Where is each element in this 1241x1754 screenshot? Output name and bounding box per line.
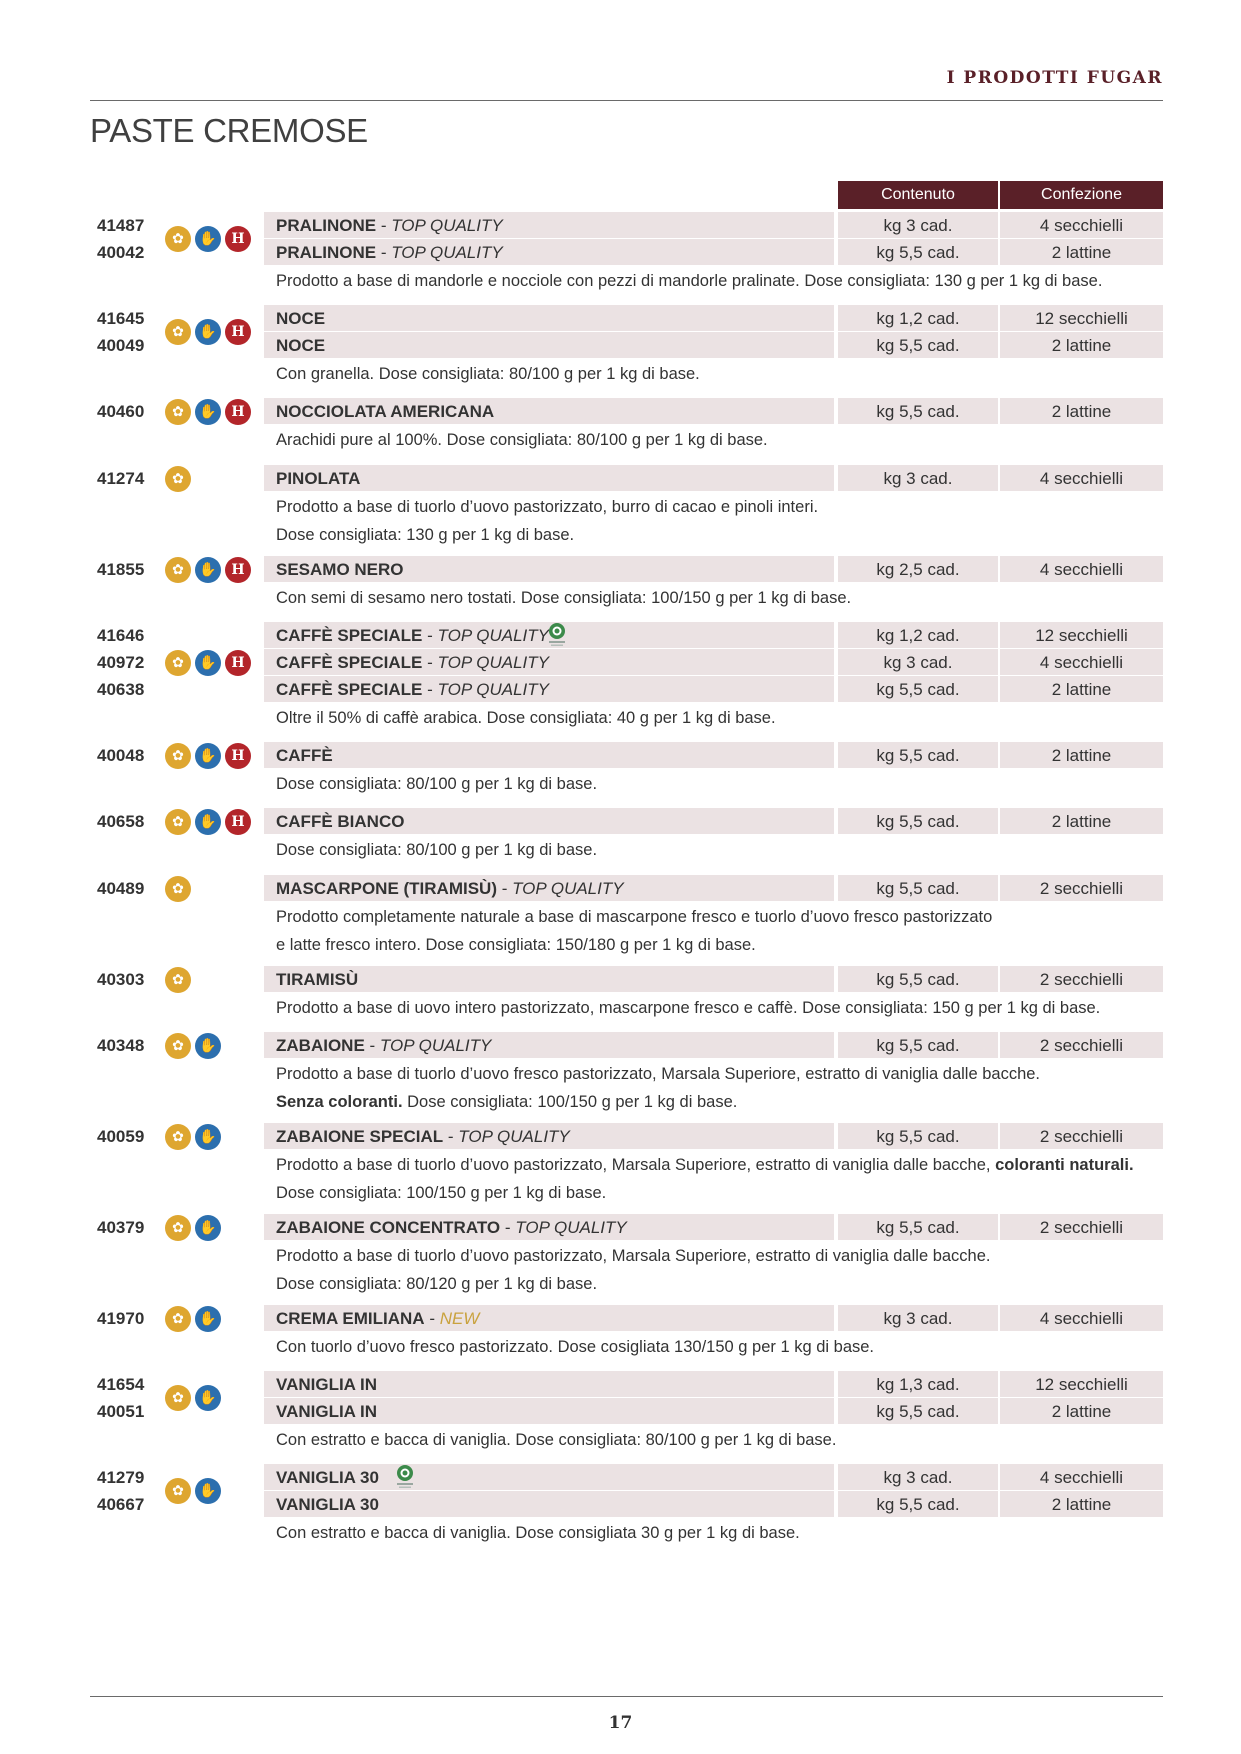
product-name: [276, 808, 404, 835]
lactose-free-icon: ✋: [195, 226, 221, 252]
product-name-text: VANIGLIA IN: [276, 1402, 378, 1421]
product-name: CAFFÈ SPECIALE - TOP QUALITY: [276, 680, 549, 699]
gluten-free-icon: ✿: [165, 743, 191, 769]
product-quantity: kg 3 cad.: [883, 469, 953, 488]
allergen-icons: [165, 1124, 221, 1150]
page-title: PASTE CREMOSE: [90, 112, 368, 149]
product-package: 2 lattine: [1051, 812, 1112, 831]
description-text: Dose consigliata: 100/150 g per 1 kg di base.: [402, 1093, 738, 1111]
allergen-icons: [165, 1306, 221, 1332]
product-name-text: CREMA EMILIANA: [276, 1309, 425, 1328]
product-name: [276, 332, 325, 359]
product-name-text: CAFFÈ BIANCO: [276, 812, 405, 831]
product-name-text: PRALINONE: [276, 216, 377, 235]
product-description: Dose consigliata: 100/150 g per 1 kg di base.: [276, 1184, 607, 1202]
gluten-free-icon: ✿: [165, 650, 191, 676]
product-code: 40049: [97, 336, 145, 355]
product-code: 41274: [97, 469, 145, 488]
product-name-text: MASCARPONE (TIRAMISÙ): [276, 879, 497, 898]
lactose-free-icon: ✋: [195, 650, 221, 676]
product-name-text: ZABAIONE: [276, 1036, 365, 1055]
footer-divider: [90, 1696, 1163, 1697]
allergen-icons: [165, 809, 251, 835]
product-name: CAFFÈ SPECIALE - TOP QUALITY: [276, 653, 549, 672]
halal-icon: H: [225, 226, 251, 252]
product-name: [276, 966, 358, 993]
product-description: Prodotto a base di tuorlo d’uovo fresco pastorizzato, Marsala Superiore, estratto di vaniglia dalle bacche.: [276, 1065, 1041, 1083]
page-number: 17: [608, 1713, 633, 1733]
product-code: 41970: [97, 1309, 145, 1328]
quality-seal-icon: [394, 1464, 416, 1490]
product-name-text: PINOLATA: [276, 469, 361, 488]
lactose-free-icon: ✋: [195, 399, 221, 425]
halal-icon: H: [225, 399, 251, 425]
product-package: 4 secchielli: [1039, 216, 1124, 235]
gluten-free-icon: ✿: [165, 466, 191, 492]
product-code: 41645: [97, 309, 145, 328]
gluten-free-icon: ✿: [165, 226, 191, 252]
gluten-free-icon: ✿: [165, 1478, 191, 1504]
product-name: MASCARPONE (TIRAMISÙ) - TOP QUALITY: [276, 879, 624, 898]
product-quantity: kg 5,5 cad.: [876, 336, 960, 355]
product-name-text: NOCE: [276, 336, 326, 355]
product-name: [276, 305, 325, 332]
product-package: 4 secchielli: [1039, 653, 1124, 672]
product-code: 41855: [97, 560, 145, 579]
product-code: 41279: [97, 1468, 145, 1487]
product-package: 2 lattine: [1051, 402, 1112, 421]
product-quantity: kg 5,5 cad.: [876, 812, 960, 831]
gluten-free-icon: ✿: [165, 1033, 191, 1059]
product-description: Prodotto a base di tuorlo d’uovo pastorizzato, burro di cacao e pinoli interi.: [276, 498, 819, 516]
halal-icon: H: [225, 650, 251, 676]
halal-icon: H: [225, 809, 251, 835]
allergen-icons: [165, 399, 251, 425]
halal-icon: H: [225, 319, 251, 345]
product-quantity: kg 1,3 cad.: [876, 1375, 960, 1394]
allergen-icons: [165, 743, 251, 769]
column-header-content: Contenuto: [838, 181, 998, 209]
product-package: 2 lattine: [1051, 680, 1112, 699]
quality-tag: TOP QUALITY: [379, 1036, 492, 1055]
quality-tag: TOP QUALITY: [515, 1218, 627, 1237]
product-code: 40042: [97, 243, 145, 262]
allergen-icons: [165, 466, 191, 492]
product-name-text: VANIGLIA IN: [276, 1375, 378, 1394]
product-name-text: VANIGLIA 30: [276, 1468, 379, 1487]
product-name-text: SESAMO NERO: [276, 560, 404, 579]
product-package: 2 lattine: [1051, 336, 1112, 355]
product-name-text: PRALINONE: [276, 243, 377, 262]
product-name: ZABAIONE CONCENTRATO - TOP QUALITY: [276, 1218, 627, 1237]
product-code: 40051: [97, 1402, 145, 1421]
description-text: Prodotto a base di tuorlo d’uovo pastorizzato, Marsala Superiore, estratto di vaniglia dalle bacche,: [276, 1156, 996, 1174]
quality-seal-icon: [546, 622, 568, 648]
product-name-text: ZABAIONE CONCENTRATO: [276, 1218, 501, 1237]
section-header: I PRODOTTI FUGAR: [946, 68, 1163, 88]
product-code: 40059: [97, 1127, 145, 1146]
allergen-icons: [165, 1215, 221, 1241]
gluten-free-icon: ✿: [165, 1215, 191, 1241]
product-package: 2 secchielli: [1039, 1036, 1124, 1055]
product-description: Prodotto a base di tuorlo d’uovo pastorizzato, Marsala Superiore, estratto di vaniglia dalle bacche.: [276, 1247, 991, 1265]
product-description: Con tuorlo d’uovo fresco pastorizzato. Dose cosigliata 130/150 g per 1 kg di base.: [276, 1338, 875, 1356]
product-package: 2 lattine: [1051, 1402, 1112, 1421]
product-quantity: kg 5,5 cad.: [876, 879, 960, 898]
gluten-free-icon: ✿: [165, 876, 191, 902]
product-package: 4 secchielli: [1039, 1468, 1124, 1487]
product-description: e latte fresco intero. Dose consigliata: 150/180 g per 1 kg di base.: [276, 936, 756, 954]
product-quantity: kg 3 cad.: [883, 216, 953, 235]
quality-tag: TOP QUALITY: [458, 1127, 570, 1146]
product-code: 40303: [97, 970, 145, 989]
product-quantity: kg 5,5 cad.: [876, 1127, 960, 1146]
product-description: Dose consigliata: 80/100 g per 1 kg di base.: [276, 775, 598, 793]
product-quantity: kg 5,5 cad.: [876, 680, 960, 699]
lactose-free-icon: ✋: [195, 809, 221, 835]
gluten-free-icon: ✿: [165, 1306, 191, 1332]
product-quantity: kg 5,5 cad.: [876, 746, 960, 765]
product-package: 2 lattine: [1051, 243, 1112, 262]
product-description: Prodotto a base di uovo intero pastorizzato, mascarpone fresco e caffè. Dose consigliata: 150 g per 1 kg di base.: [276, 999, 1101, 1017]
allergen-icons: [165, 1033, 221, 1059]
product-description: Con granella. Dose consigliata: 80/100 g per 1 kg di base.: [276, 365, 700, 383]
product-quantity: kg 1,2 cad.: [876, 309, 960, 328]
product-name: PRALINONE - TOP QUALITY: [276, 216, 503, 235]
product-quantity: kg 2,5 cad.: [876, 560, 960, 579]
product-package: 2 secchielli: [1039, 1218, 1124, 1237]
product-package: 2 secchielli: [1039, 1127, 1124, 1146]
product-description: Arachidi pure al 100%. Dose consigliata: 80/100 g per 1 kg di base.: [276, 431, 768, 449]
product-quantity: kg 3 cad.: [883, 1468, 953, 1487]
row-cell: [264, 305, 834, 331]
product-code: 40667: [97, 1495, 145, 1514]
lactose-free-icon: ✋: [195, 557, 221, 583]
column-header-package: Confezione: [1000, 181, 1163, 209]
product-name: [276, 1491, 379, 1518]
description-bold: coloranti naturali.: [995, 1156, 1134, 1174]
product-name-text: TIRAMISÙ: [276, 970, 359, 989]
product-quantity: kg 5,5 cad.: [876, 243, 960, 262]
gluten-free-icon: ✿: [165, 319, 191, 345]
lactose-free-icon: ✋: [195, 1033, 221, 1059]
product-package: 12 secchielli: [1035, 309, 1128, 328]
product-name-text: CAFFÈ SPECIALE: [276, 680, 423, 699]
product-name-text: CAFFÈ: [276, 746, 333, 765]
product-code: 41646: [97, 626, 145, 645]
quality-tag: TOP QUALITY: [391, 216, 503, 235]
product-description: Prodotto a base di mandorle e nocciole con pezzi di mandorle pralinate. Dose consigliata: 130 g per 1 kg di base.: [276, 272, 1103, 290]
allergen-icons: [165, 1478, 221, 1504]
product-code: 40379: [97, 1218, 145, 1237]
gluten-free-icon: ✿: [165, 809, 191, 835]
product-package: 12 secchielli: [1035, 1375, 1128, 1394]
lactose-free-icon: ✋: [195, 743, 221, 769]
gluten-free-icon: ✿: [165, 1385, 191, 1411]
product-name: [276, 742, 333, 769]
product-description: [276, 1088, 737, 1116]
product-quantity: kg 5,5 cad.: [876, 402, 960, 421]
row-cell: [264, 332, 834, 358]
allergen-icons: [165, 650, 251, 676]
product-description: Dose consigliata: 80/120 g per 1 kg di base.: [276, 1275, 598, 1293]
product-code: 40489: [97, 879, 145, 898]
row-cell: [264, 742, 834, 768]
product-name-text: CAFFÈ SPECIALE: [276, 653, 423, 672]
product-package: 12 secchielli: [1035, 626, 1128, 645]
product-package: 2 secchielli: [1039, 970, 1124, 989]
allergen-icons: [165, 319, 251, 345]
product-description: Dose consigliata: 80/100 g per 1 kg di base.: [276, 841, 598, 859]
product-package: 2 lattine: [1051, 1495, 1112, 1514]
product-code: 40348: [97, 1036, 145, 1055]
product-name: CAFFÈ SPECIALE - TOP QUALITY: [276, 626, 549, 645]
product-name-text: NOCCIOLATA AMERICANA: [276, 402, 495, 421]
product-package: 4 secchielli: [1039, 1309, 1124, 1328]
allergen-icons: [165, 557, 251, 583]
quality-tag: TOP QUALITY: [437, 680, 549, 699]
product-name: CREMA EMILIANA - NEW: [276, 1309, 480, 1328]
lactose-free-icon: ✋: [195, 1306, 221, 1332]
product-description: Con semi di sesamo nero tostati. Dose consigliata: 100/150 g per 1 kg di base.: [276, 589, 852, 607]
product-name-text: NOCE: [276, 309, 326, 328]
product-description: Dose consigliata: 130 g per 1 kg di base.: [276, 526, 575, 544]
allergen-icons: [165, 1385, 221, 1411]
lactose-free-icon: ✋: [195, 319, 221, 345]
allergen-icons: [165, 876, 191, 902]
product-description: Prodotto completamente naturale a base di mascarpone fresco e tuorlo d’uovo fresco pastorizzato: [276, 908, 993, 926]
product-name: ZABAIONE SPECIAL - TOP QUALITY: [276, 1127, 570, 1146]
lactose-free-icon: ✋: [195, 1215, 221, 1241]
gluten-free-icon: ✿: [165, 1124, 191, 1150]
halal-icon: H: [225, 557, 251, 583]
product-name: [276, 556, 404, 583]
product-code: 41654: [97, 1375, 145, 1394]
product-package: 2 secchielli: [1039, 879, 1124, 898]
product-name-text: CAFFÈ SPECIALE: [276, 626, 423, 645]
product-quantity: kg 3 cad.: [883, 653, 953, 672]
product-code: 40460: [97, 402, 145, 421]
product-quantity: kg 5,5 cad.: [876, 1495, 960, 1514]
lactose-free-icon: ✋: [195, 1124, 221, 1150]
description-bold: Senza coloranti.: [276, 1093, 403, 1111]
quality-tag: TOP QUALITY: [437, 653, 549, 672]
product-name: [276, 1371, 377, 1398]
product-name-text: VANIGLIA 30: [276, 1495, 379, 1514]
product-quantity: kg 5,5 cad.: [876, 970, 960, 989]
allergen-icons: [165, 226, 251, 252]
product-quantity: kg 5,5 cad.: [876, 1218, 960, 1237]
product-description: [276, 1151, 1134, 1179]
product-quantity: kg 1,2 cad.: [876, 626, 960, 645]
product-name: ZABAIONE - TOP QUALITY: [276, 1036, 492, 1055]
lactose-free-icon: ✋: [195, 1385, 221, 1411]
product-name: [276, 1464, 379, 1491]
product-package: 4 secchielli: [1039, 560, 1124, 579]
lactose-free-icon: ✋: [195, 1478, 221, 1504]
product-code: 40658: [97, 812, 145, 831]
halal-icon: H: [225, 743, 251, 769]
product-code: 40638: [97, 680, 145, 699]
product-code: 40048: [97, 746, 145, 765]
quality-tag: TOP QUALITY: [512, 879, 624, 898]
allergen-icons: [165, 967, 191, 993]
product-description: Oltre il 50% di caffè arabica. Dose consigliata: 40 g per 1 kg di base.: [276, 709, 776, 727]
product-quantity: kg 5,5 cad.: [876, 1402, 960, 1421]
new-tag: NEW: [439, 1309, 480, 1328]
product-package: 4 secchielli: [1039, 469, 1124, 488]
quality-tag: TOP QUALITY: [437, 626, 549, 645]
product-quantity: kg 3 cad.: [883, 1309, 953, 1328]
product-name-text: ZABAIONE SPECIAL: [276, 1127, 444, 1146]
product-description: Con estratto e bacca di vaniglia. Dose consigliata: 80/100 g per 1 kg di base.: [276, 1431, 837, 1449]
product-package: 2 lattine: [1051, 746, 1112, 765]
product-name: [276, 465, 360, 492]
product-name: PRALINONE - TOP QUALITY: [276, 243, 503, 262]
gluten-free-icon: ✿: [165, 967, 191, 993]
gluten-free-icon: ✿: [165, 399, 191, 425]
product-name: [276, 398, 494, 425]
product-description: Con estratto e bacca di vaniglia. Dose consigliata 30 g per 1 kg di base.: [276, 1524, 800, 1542]
product-quantity: kg 5,5 cad.: [876, 1036, 960, 1055]
quality-tag: TOP QUALITY: [391, 243, 503, 262]
gluten-free-icon: ✿: [165, 557, 191, 583]
product-code: 41487: [97, 216, 145, 235]
product-name: [276, 1398, 377, 1425]
product-code: 40972: [97, 653, 145, 672]
